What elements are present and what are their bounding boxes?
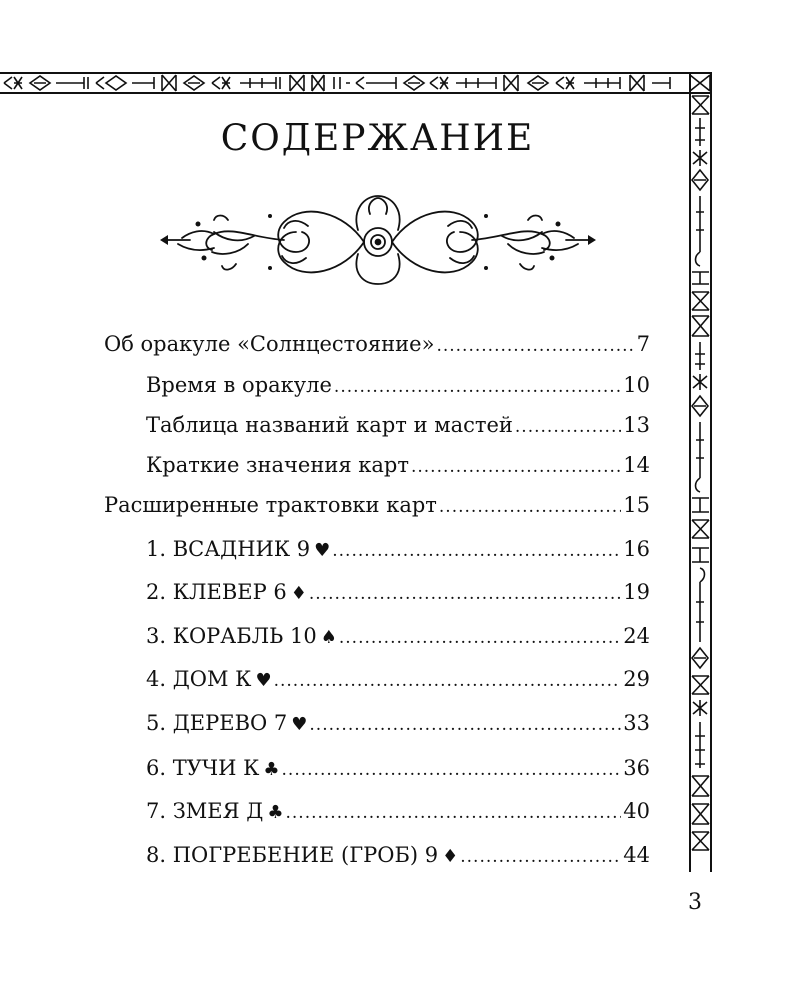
- diamond-suit-icon: ♦: [290, 583, 307, 604]
- leader-dots: [411, 457, 621, 477]
- toc-entry[interactable]: [146, 373, 650, 397]
- toc-entry-page: 36: [623, 756, 650, 780]
- toc-entry-label: 6. ТУЧИ К: [146, 756, 260, 780]
- toc-entry-label: 2. КЛЕВЕР 6: [146, 580, 287, 604]
- toc-entry[interactable]: [146, 843, 650, 867]
- toc-entry[interactable]: [146, 413, 650, 437]
- toc-entry-label: 4. ДОМ К: [146, 667, 252, 691]
- toc-entry-page: 40: [623, 799, 650, 823]
- toc-entry-page: 14: [623, 453, 650, 477]
- toc-entry-label: Об оракуле «Солнцестояние»: [104, 332, 435, 356]
- toc-entry-label: Расширенные трактовки карт: [104, 493, 437, 517]
- toc-entry-page: 19: [623, 580, 650, 604]
- toc-entry-page: 10: [623, 373, 650, 397]
- heart-suit-icon: ♥: [314, 540, 331, 561]
- toc-entry-label: Таблица названий карт и мастей: [146, 413, 513, 437]
- leader-dots: [309, 715, 621, 735]
- club-suit-icon: ♣: [263, 759, 280, 780]
- diamond-suit-icon: ♦: [442, 846, 459, 867]
- toc-entry-page: 16: [623, 537, 650, 561]
- toc-entry[interactable]: [146, 799, 650, 823]
- toc-entry[interactable]: [146, 711, 650, 735]
- toc-entry-label: Краткие значения карт: [146, 453, 409, 477]
- toc-entry[interactable]: [146, 667, 650, 691]
- toc-entry-label: 7. ЗМЕЯ Д: [146, 799, 264, 823]
- toc-entry[interactable]: [104, 493, 650, 517]
- toc-entry[interactable]: [146, 453, 650, 477]
- leader-dots: [460, 847, 621, 867]
- toc-entry-page: 24: [623, 624, 650, 648]
- page-title: СОДЕРЖАНИЕ: [220, 118, 535, 159]
- toc-entry-label: 1. ВСАДНИК 9: [146, 537, 311, 561]
- toc-entry-label: 5. ДЕРЕВО 7: [146, 711, 288, 735]
- toc-entry[interactable]: [146, 580, 650, 604]
- toc-entry[interactable]: [146, 756, 650, 780]
- leader-dots: [282, 760, 622, 780]
- heart-suit-icon: ♥: [291, 714, 308, 735]
- toc-entry[interactable]: [146, 624, 650, 648]
- toc-entry-label: 3. КОРАБЛЬ 10: [146, 624, 317, 648]
- toc-entry-page: 7: [636, 332, 650, 356]
- toc-entry-page: 44: [623, 843, 650, 867]
- toc-entry-page: 33: [623, 711, 650, 735]
- toc-entry[interactable]: [146, 537, 650, 561]
- leader-dots: [285, 803, 621, 823]
- toc-entry[interactable]: [104, 332, 650, 356]
- toc-entry-label: Время в оракуле: [146, 373, 332, 397]
- heart-suit-icon: ♥: [255, 670, 272, 691]
- leader-dots: [436, 336, 634, 356]
- page-number: 3: [688, 890, 702, 915]
- leader-dots: [339, 628, 621, 648]
- toc-entry-label: 8. ПОГРЕБЕНИЕ (ГРОБ) 9: [146, 843, 439, 867]
- club-suit-icon: ♣: [267, 802, 284, 823]
- leader-dots: [334, 377, 621, 397]
- leader-dots: [309, 584, 621, 604]
- leader-dots: [515, 417, 621, 437]
- leader-dots: [332, 541, 621, 561]
- spade-suit-icon: ♠: [320, 627, 337, 648]
- toc-entry-page: 15: [623, 493, 650, 517]
- leader-dots: [439, 497, 621, 517]
- toc-entry-page: 29: [623, 667, 650, 691]
- leader-dots: [274, 671, 622, 691]
- toc-entry-page: 13: [623, 413, 650, 437]
